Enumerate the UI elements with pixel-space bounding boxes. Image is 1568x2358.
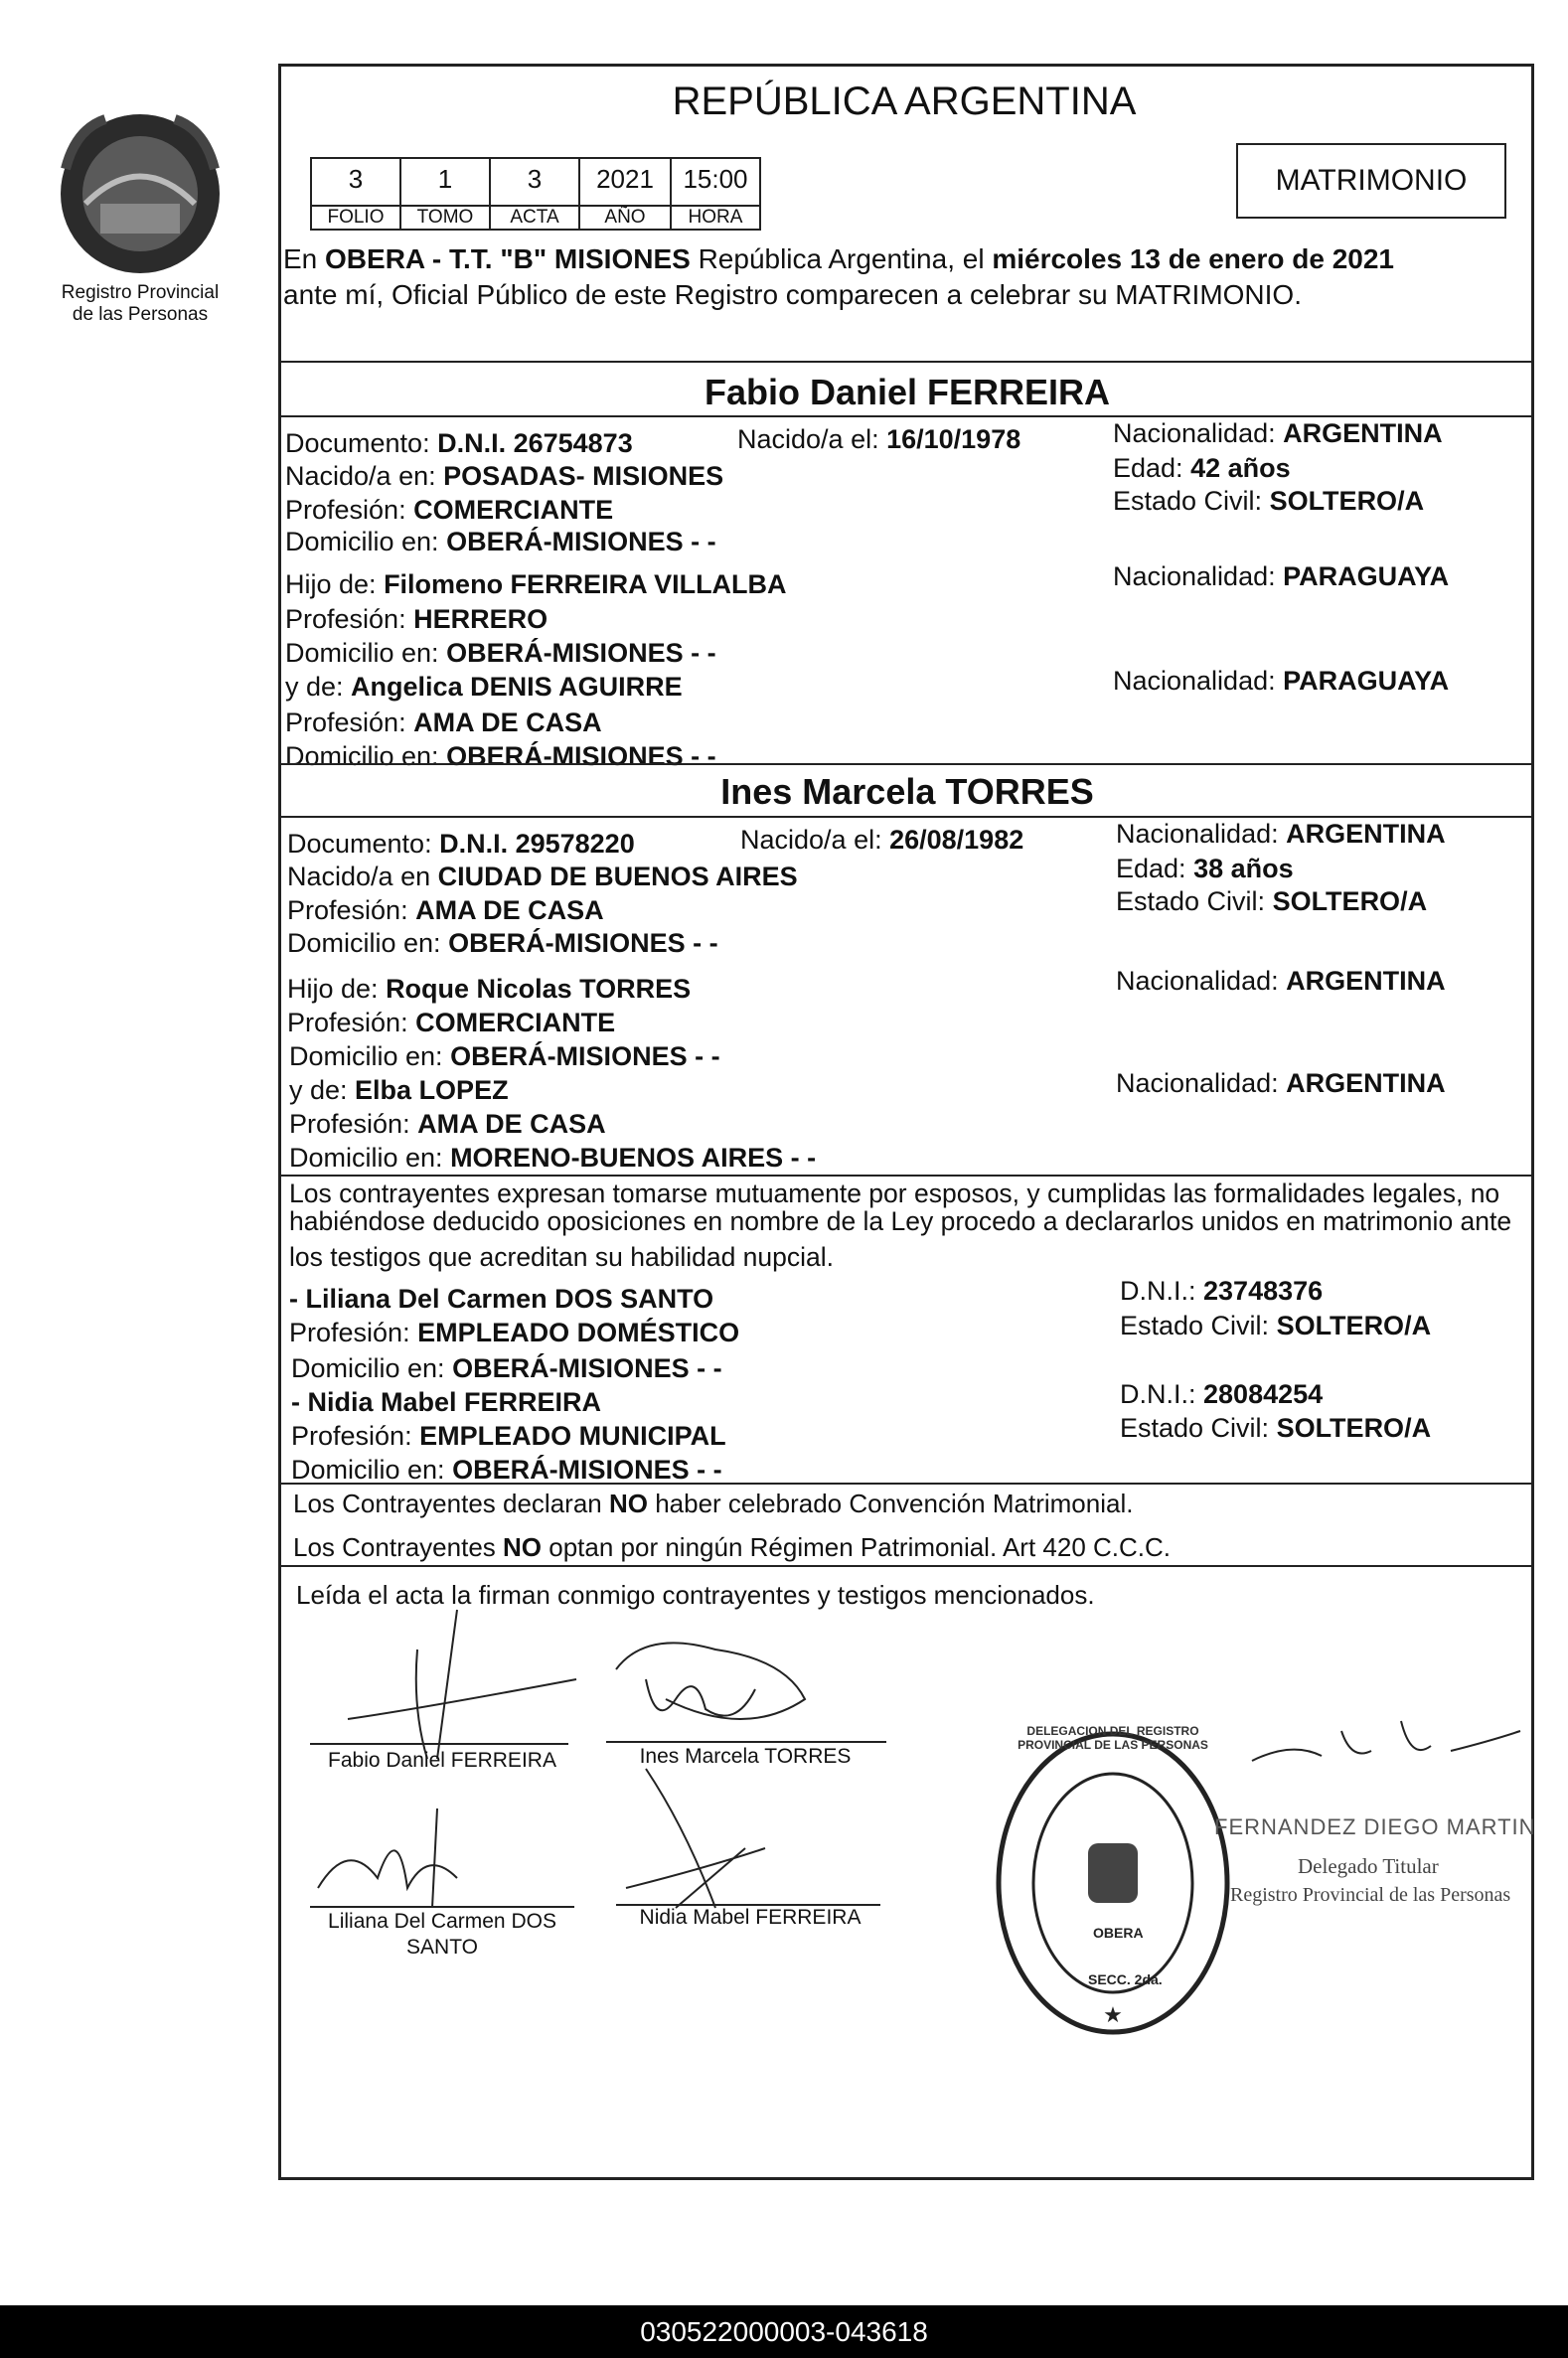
bride-doc: Documento: D.N.I. 29578220 <box>287 829 635 859</box>
witness2-dni: D.N.I.: 28084254 <box>1120 1379 1324 1409</box>
stamp-inner-text: SECC. 2da. <box>1088 1971 1163 1987</box>
barcode-strip: 030522000003-043618 <box>0 2305 1568 2358</box>
regime-line2: Los Contrayentes NO optan por ningún Régimen Patrimonial. Art 420 C.C.C. <box>293 1532 1172 1562</box>
groom-mother-prof: Profesión: AMA DE CASA <box>285 707 602 737</box>
groom-father-prof: Profesión: HERRERO <box>285 604 549 634</box>
tomo-label: TOMO <box>399 205 491 231</box>
groom-mother-dom: Domicilio en: OBERÁ-MISIONES - - <box>285 741 716 771</box>
witness1-prof: Profesión: EMPLEADO DOMÉSTICO <box>289 1318 740 1347</box>
signature-groom-label: Fabio Daniel FERREIRA <box>328 1749 556 1772</box>
groom-doc: Documento: D.N.I. 26754873 <box>285 428 633 458</box>
official-signature-scribble <box>1232 1701 1530 1781</box>
bride-nationality: Nacionalidad: ARGENTINA <box>1116 819 1446 849</box>
groom-profession: Profesión: COMERCIANTE <box>285 495 614 525</box>
bride-name: Ines Marcela TORRES <box>720 771 1094 812</box>
signature-line <box>310 1743 568 1745</box>
bride-civil: Estado Civil: SOLTERO/A <box>1116 886 1428 916</box>
witness2-civil: Estado Civil: SOLTERO/A <box>1120 1413 1432 1443</box>
signature-line <box>606 1741 886 1743</box>
groom-mother: y de: Angelica DENIS AGUIRRE <box>285 672 683 702</box>
groom-father-nat: Nacionalidad: PARAGUAYA <box>1113 561 1450 591</box>
groom-born: Nacido/a el: 16/10/1978 <box>737 424 1021 454</box>
bride-born: Nacido/a el: 26/08/1982 <box>740 825 1024 855</box>
signature-bride-label: Ines Marcela TORRES <box>639 1745 852 1768</box>
closing-text: Leída el acta la firman conmigo contrayentes y testigos mencionados. <box>296 1580 1095 1610</box>
official-stamp-icon <box>989 1724 1237 2042</box>
declaration-line1: Los contrayentes expresan tomarse mutuamente por esposos, y cumplidas las formalidades legales, no <box>289 1179 1500 1208</box>
groom-domicile: Domicilio en: OBERÁ-MISIONES - - <box>285 527 716 556</box>
witness2-dom: Domicilio en: OBERÁ-MISIONES - - <box>291 1455 722 1485</box>
act-type-box: MATRIMONIO <box>1236 143 1506 219</box>
stamp-ring-text: DELEGACION DEL REGISTRO PROVINCIAL DE LAS PERSONAS <box>1018 1724 1208 1752</box>
bride-father-dom: Domicilio en: OBERÁ-MISIONES - - <box>289 1041 720 1071</box>
divider <box>281 1483 1533 1485</box>
bride-father: Hijo de: Roque Nicolas TORRES <box>287 974 692 1004</box>
folio-label: FOLIO <box>310 205 401 231</box>
witness2-name: - Nidia Mabel FERREIRA <box>291 1387 602 1417</box>
witness1-dom: Domicilio en: OBERÁ-MISIONES - - <box>291 1353 722 1383</box>
bride-father-prof: Profesión: COMERCIANTE <box>287 1008 616 1037</box>
anio-label: AÑO <box>578 205 672 231</box>
bride-birthplace: Nacido/a en CIUDAD DE BUENOS AIRES <box>287 862 798 891</box>
witness2-prof: Profesión: EMPLEADO MUNICIPAL <box>291 1421 726 1451</box>
signature-line <box>310 1906 574 1908</box>
groom-name: Fabio Daniel FERREIRA <box>704 372 1111 412</box>
declaration-line2: habiéndose deducido oposiciones en nombre de la Ley procedo a declararlos unidos en matrimonio ante <box>289 1206 1512 1236</box>
witness1-name: - Liliana Del Carmen DOS SANTO <box>289 1284 714 1314</box>
groom-age: Edad: 42 años <box>1113 453 1291 483</box>
witness1-civil: Estado Civil: SOLTERO/A <box>1120 1311 1432 1340</box>
declaration-line3: los testigos que acreditan su habilidad nupcial. <box>289 1242 835 1272</box>
folio-value: 3 <box>310 157 401 207</box>
province-seal-icon <box>46 109 235 278</box>
groom-civil: Estado Civil: SOLTERO/A <box>1113 486 1425 516</box>
official-role: Delegado Titular <box>1298 1854 1439 1878</box>
groom-birthplace: Nacido/a en: POSADAS- MISIONES <box>285 461 724 491</box>
stamp-inner-text: OBERA <box>1093 1925 1144 1941</box>
groom-mother-nat: Nacionalidad: PARAGUAYA <box>1113 666 1450 696</box>
divider <box>281 361 1533 363</box>
bride-domicile: Domicilio en: OBERÁ-MISIONES - - <box>287 928 718 958</box>
svg-text:★: ★ <box>1103 2002 1123 2027</box>
regime-line1: Los Contrayentes declaran NO haber celebrado Convención Matrimonial. <box>293 1489 1134 1518</box>
bride-age: Edad: 38 años <box>1116 854 1294 883</box>
groom-nationality: Nacionalidad: ARGENTINA <box>1113 418 1443 448</box>
official-org: Registro Provincial de las Personas <box>1230 1884 1511 1906</box>
anio-value: 2021 <box>578 157 672 207</box>
registry-logo <box>46 109 235 338</box>
intro-line1: En OBERA - T.T. "B" MISIONES República Argentina, el miércoles 13 de enero de 2021 <box>283 243 1395 274</box>
groom-father: Hijo de: Filomeno FERREIRA VILLALBA <box>285 569 787 599</box>
intro-line2: ante mí, Oficial Público de este Registro comparecen a celebrar su MATRIMONIO. <box>283 279 1302 310</box>
acta-label: ACTA <box>489 205 580 231</box>
bride-profession: Profesión: AMA DE CASA <box>287 895 604 925</box>
groom-father-dom: Domicilio en: OBERÁ-MISIONES - - <box>285 638 716 668</box>
official-name: FERNANDEZ DIEGO MARTIN <box>1214 1814 1536 1839</box>
signature-witness1-label-b: SANTO <box>406 1936 478 1959</box>
tomo-value: 1 <box>399 157 491 207</box>
logo-caption-line1: Registro Provincial <box>61 282 220 303</box>
bride-father-nat: Nacionalidad: ARGENTINA <box>1116 966 1446 996</box>
bride-mother-dom: Domicilio en: MORENO-BUENOS AIRES - - <box>289 1143 817 1173</box>
divider <box>281 763 1533 765</box>
witness1-dni: D.N.I.: 23748376 <box>1120 1276 1324 1306</box>
acta-value: 3 <box>489 157 580 207</box>
signature-witness1-label-a: Liliana Del Carmen DOS <box>328 1910 556 1933</box>
hora-value: 15:00 <box>670 157 761 207</box>
bride-mother: y de: Elba LOPEZ <box>289 1075 509 1105</box>
divider <box>281 1565 1533 1567</box>
hora-label: HORA <box>670 205 761 231</box>
signature-witness2-label: Nidia Mabel FERREIRA <box>639 1906 862 1929</box>
logo-caption-line2: de las Personas <box>72 304 209 325</box>
bride-mother-nat: Nacionalidad: ARGENTINA <box>1116 1068 1446 1098</box>
bride-mother-prof: Profesión: AMA DE CASA <box>289 1109 606 1139</box>
page-title: REPÚBLICA ARGENTINA <box>672 79 1137 123</box>
